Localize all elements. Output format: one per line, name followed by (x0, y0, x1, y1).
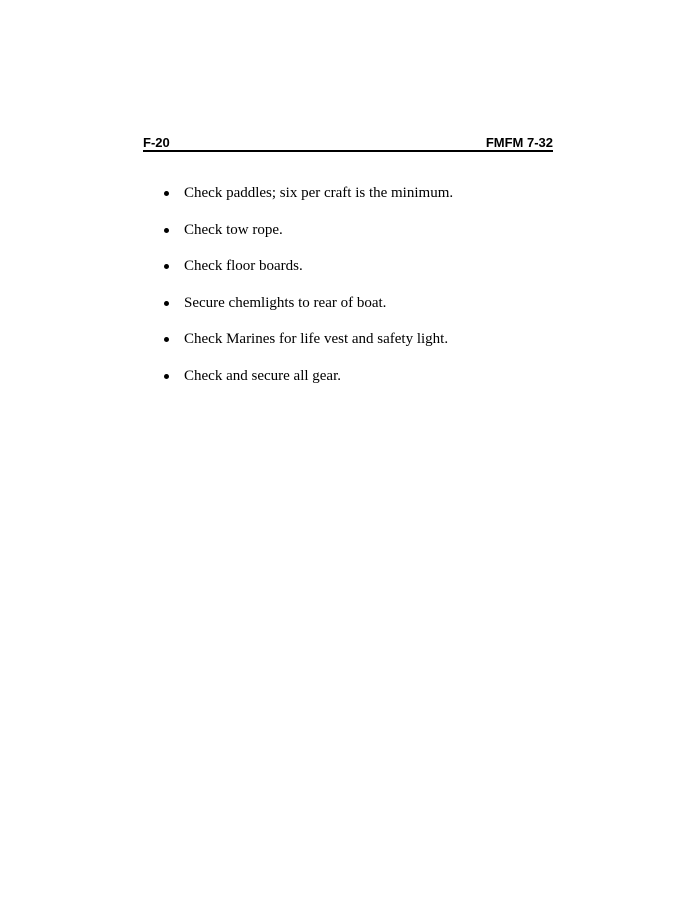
list-item-text: Check paddles; six per craft is the minimum. (184, 185, 454, 201)
bullet-icon (164, 301, 169, 306)
document-id: FMFM 7-32 (485, 135, 553, 150)
bullet-icon (164, 374, 169, 379)
list-item-text: Check and secure all gear. (184, 367, 342, 384)
list-item-text: Check tow rope. (184, 221, 283, 238)
bullet-icon (164, 264, 169, 269)
bullet-icon (164, 191, 169, 196)
page-header (143, 134, 553, 152)
list-item-text: Check Marines for life vest and safety light. (184, 331, 449, 347)
bullet-icon (164, 228, 169, 233)
bullet-icon (164, 337, 169, 342)
list-item-text: Check floor boards. (184, 258, 303, 274)
page-number: F-20 (143, 135, 170, 150)
list-item-text: Secure chemlights to rear of boat. (184, 294, 387, 311)
